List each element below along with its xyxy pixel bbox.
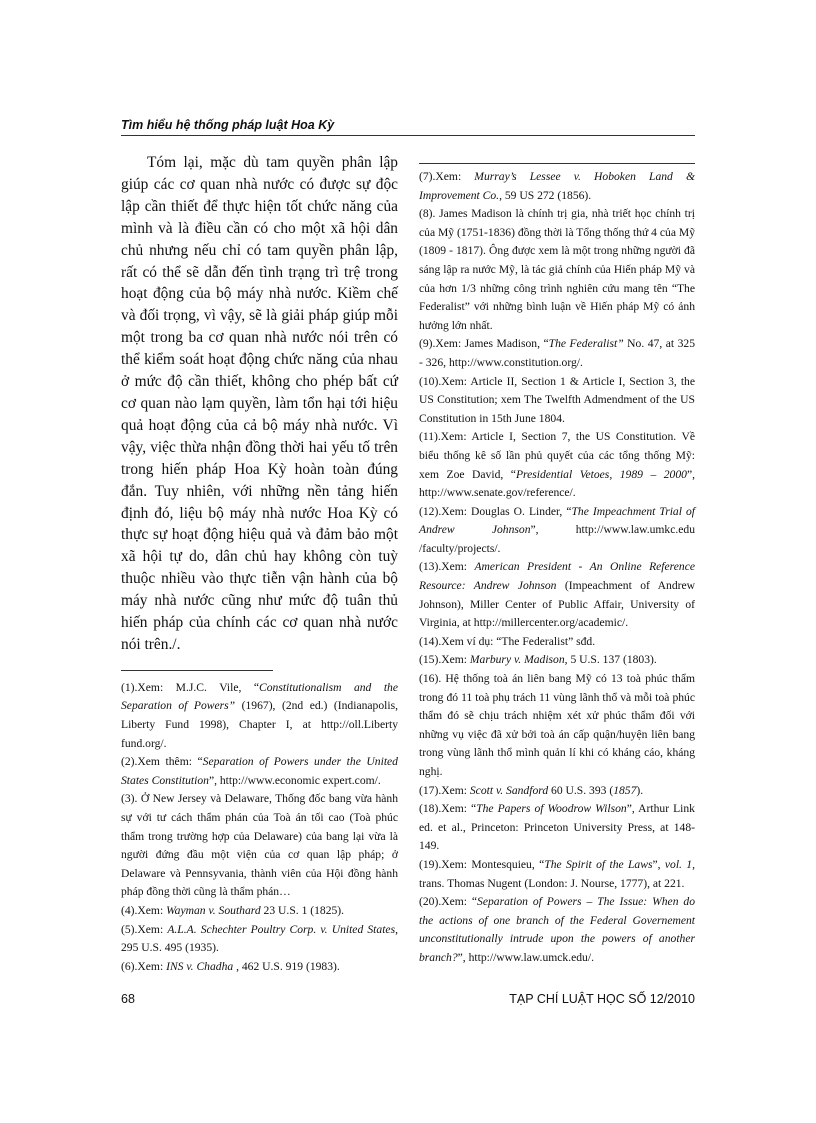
footnote-citation-title: INS v. Chadha <box>166 959 234 973</box>
footnote-text: (15).Xem: <box>419 653 470 667</box>
footnote <box>419 335 695 372</box>
footnote-citation-title: Wayman v. Southard <box>166 903 261 917</box>
footnote-citation-title: A.L.A. Schechter Poultry Corp. v. United States <box>167 922 396 936</box>
footnote-citation-title: The Papers of Woodrow Wilson <box>476 802 627 816</box>
footnote-text: ”, http://www.law.umkc.edu /faculty/projects/. <box>419 523 695 555</box>
footnote-text: (9).Xem: James Madison, “ <box>419 337 549 351</box>
footnote-text: 60 U.S. 393 ( <box>548 783 614 797</box>
footnote <box>419 633 695 652</box>
footnote <box>419 503 695 559</box>
footnote-citation-title: vol. 1, <box>664 857 695 871</box>
footnote-text: (19).Xem: Montesquieu, “ <box>419 857 545 871</box>
footnote-text: (8). James Madison là chính trị gia, nhà triết học chính trị của Mỹ (1751-1836) đồng thời là Tổng thống thứ 4 của Mỹ (1809 - 1817). Ông được xem là một trong những người đã sáng lập ra nước Mỹ, là tác giả chính của Hiến pháp Mỹ và của hơn 1/3 những công trình nghiên cứu mang tên “The Federalist” với những bình luận về Hiến pháp Mỹ có ảnh hưởng lớn nhất. <box>419 207 695 332</box>
footnote <box>419 800 695 856</box>
footnote-text: (2).Xem thêm: “ <box>121 755 203 769</box>
right-column <box>419 163 695 968</box>
footnote-citation-title: The Impeachment Trial of Andrew Johnson <box>419 504 695 537</box>
footnote-text: (13).Xem: <box>419 560 475 574</box>
footnote-text: trans. Thomas Nugent (London: J. Nourse, 1777), at 221. <box>419 876 685 890</box>
footnote-text: (7).Xem: <box>419 170 475 183</box>
footnote <box>121 921 398 958</box>
footnote-text: 5 U.S. 137 (1803). <box>567 653 657 667</box>
footnote-text: , 295 U.S. 495 (1935). <box>121 922 398 955</box>
footnote-list-right <box>419 168 695 968</box>
footnote <box>419 782 695 801</box>
footnote <box>121 958 398 977</box>
footnote <box>419 428 695 502</box>
footnote-citation-title: Separation of Powers – The Issue: When do the actions of one branch of the Federal Governement unconstitutionally intrude upon the powers of another branch? <box>419 895 695 964</box>
footnote <box>121 679 398 753</box>
footnote-citation-title: The Spirit of the Laws <box>544 857 653 871</box>
footnote-text: ”, http://www.economic expert.com/. <box>208 773 381 787</box>
footnote-text: 23 U.S. 1 (1825). <box>260 903 345 917</box>
footnote-text: (18).Xem: “ <box>419 802 477 816</box>
footnote-text: (3). Ở New Jersey và Delaware, Thống đốc bang vừa hành sự với tư cách thẩm phán của Toà án tối cao (Toà phúc thẩm trong trường hợp của Delaware) của bang lại vừa là người đứng đầu một viện của cơ quan lập pháp; ở Delaware và Pennsyvania, thành viên của Hội đồng hành pháp đồng thời cũng là thẩm phán… <box>121 792 398 899</box>
footnote <box>419 558 695 632</box>
footnote-text: (20).Xem: “ <box>419 895 478 909</box>
footnote <box>419 373 695 429</box>
footnote <box>419 893 695 967</box>
left-column <box>121 152 398 976</box>
footnote-text: ). <box>636 783 644 797</box>
footnote-citation-title: Scott v. Sandford <box>469 783 549 797</box>
footnote <box>121 790 398 902</box>
footnote-text: ”, http://www.law.umck.edu/. <box>457 950 594 964</box>
footnote-text: ”, Arthur Link ed. et al., Princeton: Princeton University Press, at 148-149. <box>419 802 695 853</box>
body-paragraph: Tóm lại, mặc dù tam quyền phân lập giúp các cơ quan nhà nước có được sự độc lập cần thiết để thực hiện tốt chức năng của mình và là điều cần có cho một xã hội dân chủ nhưng nếu chỉ có tam quyền phân lập, rất có thể sẽ dẫn đến tình trạng trì trệ trong hoạt động của bộ máy nhà nước. Kiềm chế và đối trọng, vì vậy, sẽ là giải pháp giúp mỗi một trong ba cơ quan nhà nước nói trên có thể kiểm soát hoạt động chức năng của nhau ở mức độ cần thiết, không cho phép bất cứ cơ quan nào lạm quyền, làm tổn hại tới hiệu quả hoạt động của cả bộ máy nhà nước. Vì vậy, việc thừa nhận đồng thời hai yếu tố trên trong hiến pháp Hoa Kỳ hoàn toàn đúng đắn. Tuy nhiên, với những nền tảng hiến định đó, liệu bộ máy nhà nước Hoa Kỳ có thực sự hoạt động hiệu quả và đảm bảo một xã hội tự do, dân chủ hay không còn tuỳ thuộc nhiều vào thực tiễn vận hành của bộ máy nhà nước cũng như mức độ tuân thủ hiến pháp của chính các cơ quan nhà nước nói trên./. <box>121 154 398 653</box>
running-header-title: Tìm hiểu hệ thống pháp luật Hoa Kỳ <box>121 118 335 132</box>
footnote-separator <box>121 670 273 671</box>
footnote-text: (6).Xem: <box>121 959 167 973</box>
footnote-text: (4).Xem: <box>121 903 167 917</box>
footnote-citation-title: The Federalist” <box>548 337 624 351</box>
journal-name: TẠP CHÍ LUẬT HỌC SỐ 12/2010 <box>509 992 695 1006</box>
footnote <box>419 856 695 893</box>
footnote-list-left <box>121 679 398 977</box>
footnote-text: (1).Xem: M.J.C. Vile, “ <box>121 680 259 694</box>
footnote-citation-title: Separation of Powers under the United States Constitution <box>121 755 398 787</box>
footnote-text: (1967), (2nd ed.) (Indianapolis, Liberty Fund 1998), Chapter I, at http://oll.Liberty fund.org/. <box>121 699 398 750</box>
footnote <box>419 205 695 335</box>
footnote-citation-title: 1857 <box>613 783 637 797</box>
footnote <box>419 651 695 670</box>
footnote-text: (17).Xem: <box>419 783 470 797</box>
footnote-text: (11).Xem: Article I, Section 7, the US Constitution. Về biểu thống kê số lần phủ quyết của các tổng thống Mỹ: xem Zoe David, “ <box>419 430 695 481</box>
footnote-text: (12).Xem: Douglas O. Linder, “ <box>419 504 572 518</box>
footnote-text: (16). Hệ thống toà án liên bang Mỹ có 13 toà phúc thẩm trong đó 11 toà phụ trách 11 vùng lãnh thổ và mỗi toà phúc thẩm đó sẽ chịu trách nhiệm xét xử phúc thẩm đối với những vụ việc đã xử bởi toà án cấp quận/huyện liên bang trong vùng lãnh thổ mình quản lí khi có kháng cáo, kháng nghị. <box>419 672 695 778</box>
footnote-citation-title: Murray’s Lessee v. Hoboken Land & Improvement Co. <box>419 170 695 202</box>
footnote-text: ”, <box>652 857 665 871</box>
footnote <box>419 670 695 782</box>
footnote-citation-title: Constitutionalism and the Separation of Powers” <box>121 680 398 713</box>
footnote-citation-title: Presidential Vetoes, 1989 – 2000 <box>515 467 687 481</box>
header-rule <box>121 135 695 136</box>
footnote <box>121 902 398 921</box>
footnote-text: No. 47, at 325 - 326, http://www.constitution.org/. <box>419 337 695 369</box>
footnote-separator <box>419 163 695 164</box>
footnote <box>121 753 398 790</box>
footnote-text: (10).Xem: Article II, Section 1 & Article I, Section 3, the US Constitution; xem The Twelfth Admendment of the US Constitution in 15th June 1804. <box>419 374 695 425</box>
footnote-text: (5).Xem: <box>121 922 168 936</box>
footnote-citation-title: American President - An Online Reference Resource: Andrew Johnson <box>419 560 695 593</box>
footnote-text: (14).Xem ví dụ: “The Federalist” sđd. <box>419 634 596 648</box>
footnote-text: ”, http://www.senate.gov/reference/. <box>419 467 695 500</box>
page-number: 68 <box>121 992 135 1006</box>
footnote-text: (Impeachment of Andrew Johnson), Miller Center of Public Affair, University of Virginia, at http://millercenter.org/academic/. <box>419 579 695 630</box>
footnote <box>419 168 695 205</box>
footnote-text: , 59 US 272 (1856). <box>499 188 592 202</box>
footnote-citation-title: Marbury v. Madison, <box>469 653 568 667</box>
footnote-text: , 462 U.S. 919 (1983). <box>233 959 340 973</box>
